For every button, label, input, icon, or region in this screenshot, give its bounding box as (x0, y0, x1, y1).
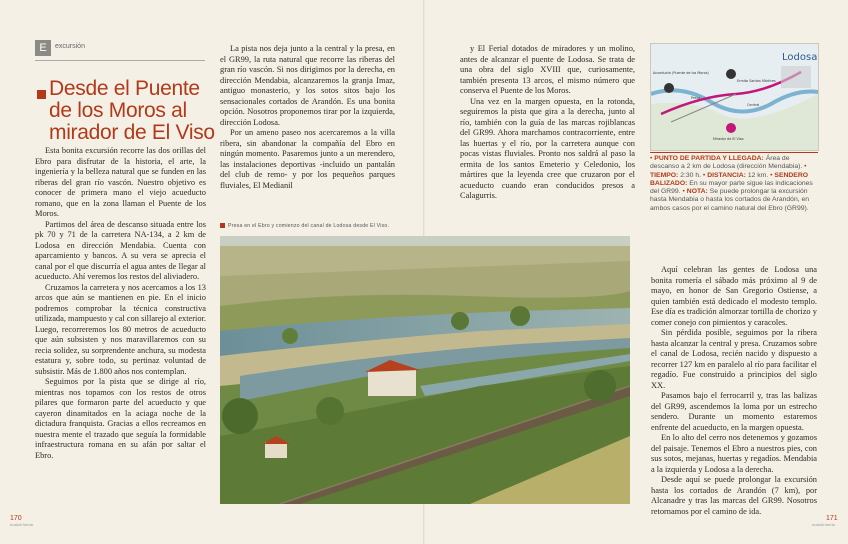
text-column-4 (651, 265, 817, 517)
caption-bullet (220, 223, 225, 228)
section-letter: E (35, 40, 51, 56)
paragraph: Pasamos bajo el ferrocarril y, tras las balizas del GR99, ascendemos la loma por un estrecho sendero. Durante un momento estaremos enfrente del acueducto, en la margen opuesta. (651, 391, 817, 432)
acueducto-map-icon (664, 83, 674, 93)
paragraph: Aquí celebran las gentes de Lodosa una bonita romería el sábado más próximo al 9 de mayo, en honor de San Gregorio Ostiense, a quien también está dedicado el modesto templo. Ese día es tradición almorzar tortilla de chorizo y comer conejo con pimientos y caracoles. (651, 265, 817, 327)
text-column-3 (460, 44, 635, 202)
paragraph: y El Ferial dotados de miradores y un molino, antes de alcanzar el puente de Lodosa. Se trata de una obra del siglo XVIII que, curiosamente, también presenta 13 arcos, el mismo número que conserva el Puente de los Moros. (460, 44, 635, 95)
photo-caption (220, 223, 420, 229)
info-key: SENDERO BALIZADO: (650, 171, 809, 187)
publication-right: euskal herria (812, 522, 835, 527)
route-info-box: • PUNTO DE PARTIDA Y LLEGADA: Área de descanso a 2 km de Lodosa (dirección Mendabia). • TIEMPO: 2:30 h. • DISTANCIA: 12 km. • SENDERO BALIZADO: En su mayor parte sigue las indicaciones del GR99. • NOTA: Se puede prolongar la excursión hasta Mendabia o hasta los cortados de Arandón, en ambos casos por el camino natural del Ebro (GR99). (650, 155, 813, 212)
map-town-label: Lodosa (782, 52, 818, 63)
info-key: TIEMPO: (650, 171, 679, 179)
paragraph: Esta bonita excursión recorre las dos orillas del Ebro para disfrutar de la historia, el arte, la ingeniería y la belleza natural que se funden en las riberas del gran río vascón. Nuestro objetivo es conocer de primera mano el viejo acueducto romano, que en la zona llaman el Puente de los Moros. (35, 146, 206, 218)
landscape-photo (220, 236, 630, 504)
text-column-1 (35, 146, 206, 461)
map-central-label: Central (747, 103, 760, 107)
route-map (650, 43, 819, 151)
info-rule (650, 152, 818, 153)
section-label: excursión (55, 43, 85, 50)
paragraph: Desde aquí se puede prolongar la excursión hasta los cortados de Arandón (7 km), por Alcanadre y tras las marcas del GR99. Nosotros retornamos por el camino de ida. (651, 475, 817, 516)
caption-text: Presa en el Ebro y comienzo del canal de Lodosa desde El Viso. (228, 223, 390, 229)
info-value: En su mayor parte sigue las indicaciones del GR99. (650, 179, 813, 196)
page-number-right: 171 (826, 515, 838, 522)
ermita-map-icon (726, 69, 736, 79)
paragraph: La pista nos deja junto a la central y la presa, en el GR99, la ruta natural que recorre las riberas del gran río vascón. Si nos dirigimos por la derecha, en dirección Mendabia, alcanzaremos la granja Imaz, antiguo monasterio, y los sotos sitos bajo los sensacionales cortados de Arandón. Es una bonita opción. Nosotros proponemos tirar por la izquierda, dirección Lodosa. (220, 44, 395, 127)
paragraph: Por un ameno paseo nos acercaremos a la villa ribera, sin abandonar la compañía del Ebro en ningún momento. Pasaremos junto a un merendero, las instalaciones deportivas -incluido un pantalán del club de remo- y por los pequeños parques fluviales, El Medianil (220, 128, 395, 190)
info-key: PUNTO DE PARTIDA Y LLEGADA: (654, 155, 764, 162)
map-illustration (651, 44, 818, 150)
info-value: 12 km. (747, 171, 769, 179)
map-mirador-label: Mirador de El Viso (713, 137, 744, 141)
paragraph: Una vez en la margen opuesta, en la rotonda, seguiremos la pista que gira a la derecha, junto al río, también con la guía de las marcas rojiblancas del GR99. Ahora marchamos contracorriente, entre las huertas y el río, por la carretera aunque con pocas vistas fluviales. Pronto nos saldrá al paso la ermita de los santos Emeterio y Celedonio, los mártires que la leyenda cree que cruzaron por el acueducto cuando eran conducidos presos a Calagurris. (460, 96, 635, 200)
info-key: NOTA: (686, 188, 708, 196)
paragraph: Partimos del área de descanso situada entre los pk 70 y 71 de la carretera NA-134, a 2 km de Lodosa en dirección Mendabia. Cuenta con aparcamiento y bancos. A su vera se aprecia el canal por el que discurría el agua antes de llegar al acueducto. Ahí veremos los restos del aliviadero. (35, 219, 206, 281)
mirador-map-icon (726, 123, 736, 133)
paragraph: Seguimos por la pista que se dirige al río, mientras nos topamos con los restos de otros pilares que formaron parte del acueducto y que cayeron dinamitados en la aciaga noche de la dictadura franquista. Gracias a ellos recreamos en nuestra mente el trazado que seguía la formidable infraestructura romana en su afán por saltar el Ebro. (35, 377, 206, 460)
section-rule (35, 60, 205, 61)
info-key: DISTANCIA: (707, 171, 746, 179)
paragraph: Sin pérdida posible, seguimos por la ribera hasta alcanzar la central y presa. Cruzamos sobre el canal de Lodosa, recién nacido y dispuesto a recorrer 127 km en paralelo al río para facilitar el regadío. Fue construido a principios del siglo XX. (651, 328, 817, 390)
text-column-2 (220, 44, 395, 191)
page-number-left: 170 (10, 515, 22, 522)
photo-illustration (220, 236, 630, 504)
paragraph: Cruzamos la carretera y nos acercamos a los 13 arcos que aún se mantienen en pie. En el inicio podremos comprobar la técnica constructiva utilizada, mampuesto y cal con sillarejo al exterior. Luego, recorreremos los 80 metros de acueducto que aún subsisten y nos maravillaremos con su recia solidez, su sorprendente anchura, su modesta estatura y, sobre todo, su pertinaz voluntad de subsistir. Más de 1.800 años nos contemplan. (35, 282, 206, 376)
info-value: Área de descanso a 2 km de Lodosa (dirección Mendabia). (650, 155, 803, 171)
publication-left: euskal herria (10, 522, 33, 527)
paragraph: En lo alto del cerro nos detenemos y gozamos del paisaje. Tenemos el Ebro a nuestros pies, con sus sotos, mejanas, huertas y regadíos. Mendabia a la izquierda y Lodosa a la derecha. (651, 433, 817, 474)
info-value: Se puede prolongar la excursión hasta Mendabia o hasta los cortados de Arandón, en ambos casos por el camino natural del Ebro (GR99). (650, 188, 810, 212)
article-title: Desde el Puente de los Moros al mirador de El Viso (49, 77, 215, 144)
map-presa-label: Presa (691, 96, 701, 100)
info-value: 2:30 h. (680, 171, 702, 179)
map-ermita-label: Ermita Santos Mártires (737, 79, 776, 83)
map-acueducto-label: Acueducto (Puente de los Moros) (653, 71, 709, 75)
title-bullet (37, 90, 46, 99)
